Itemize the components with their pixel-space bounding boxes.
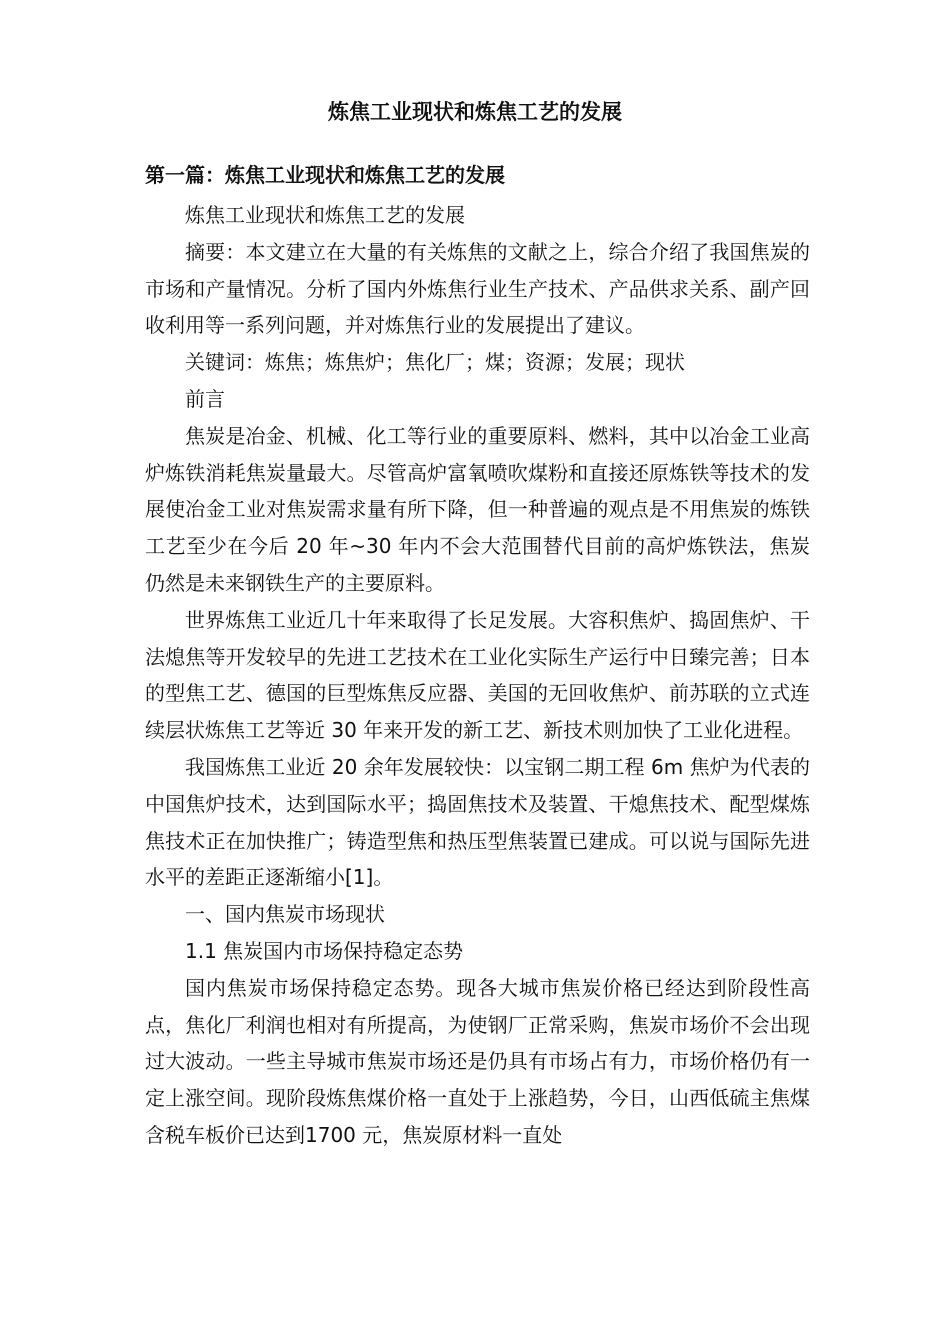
paragraph-heading-1: 一、国内焦炭市场现状 <box>185 902 385 927</box>
document-title: 炼焦工业现状和炼焦工艺的发展 <box>328 100 622 124</box>
paragraph-market: 国内焦炭市场保持稳定态势。现各大城市焦炭价格已经达到阶段性高点，焦化厂利润也相对有所提高，为使钢厂正常采购，焦炭市场价不会出现过大波动。一些主导城市焦炭市场还是仍具有市场占有力，市场价格仍有一定上涨空间。现阶段炼焦煤价格一直处于上涨趋势，今日，山西低硫主焦煤含税车板价已达到1700 元，焦炭原材料一直处 <box>145 975 810 1147</box>
section-heading: 第一篇：炼焦工业现状和炼焦工艺的发展 <box>145 163 505 187</box>
paragraph-subtitle: 炼焦工业现状和炼焦工艺的发展 <box>185 203 465 227</box>
paragraph-preface-3: 我国炼焦工业近 20 余年发展较快：以宝钢二期工程 6m 焦炉为代表的中国焦炉技术，达到国际水平；捣固焦技术及装置、干熄焦技术、配型煤炼焦技术正在加快推广；铸造型焦和热压型焦装置已建成。可以说与国际先进水平的差距正逐渐缩小[1]。 <box>145 754 810 890</box>
paragraph-preface-2: 世界炼焦工业近几十年来取得了长足发展。大容积焦炉、捣固焦炉、干法熄焦等开发较早的先进工艺技术在工业化实际生产运行中日臻完善；日本的型焦工艺、德国的巨型炼焦反应器、美国的无回收焦炉、前苏联的立式连续层状炼焦工艺等近 30 年来开发的新工艺、新技术则加快了工业化进程。 <box>145 607 810 743</box>
paragraph-keywords: 关键词：炼焦；炼焦炉；焦化厂；煤；资源；发展；现状 <box>185 350 685 375</box>
paragraph-preface-1: 焦炭是冶金、机械、化工等行业的重要原料、燃料，其中以冶金工业高炉炼铁消耗焦炭量最大。尽管高炉富氧喷吹煤粉和直接还原炼铁等技术的发展使冶金工业对焦炭需求量有所下降，但一种普遍的观点是不用焦炭的炼铁工艺至少在今后 20 年~30 年内不会大范围替代目前的高炉炼铁法，焦炭仍然是未来钢铁生产的主要原料。 <box>145 423 810 595</box>
paragraph-preface-heading: 前言 <box>185 386 225 411</box>
paragraph-abstract: 摘要：本文建立在大量的有关炼焦的文献之上，综合介绍了我国焦炭的市场和产量情况。分析了国内外炼焦行业生产技术、产品供求关系、副产回收利用等一系列问题，并对炼焦行业的发展提出了建议。 <box>145 239 810 338</box>
document-body <box>145 197 810 1154</box>
paragraph-heading-1-1: 1.1 焦炭国内市场保持稳定态势 <box>185 938 464 963</box>
